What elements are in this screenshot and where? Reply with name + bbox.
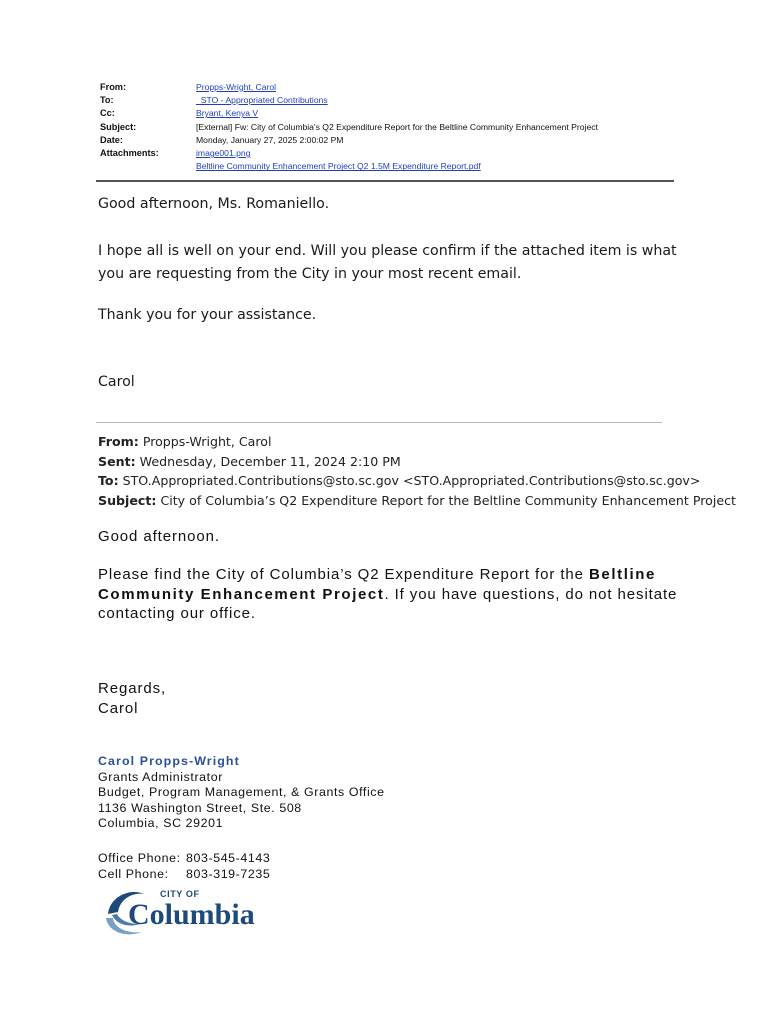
fwd-from-value: Propps-Wright, Carol: [138, 434, 272, 449]
from-label: From:: [100, 81, 127, 92]
cc-link[interactable]: Bryant, Kenya V: [196, 108, 259, 119]
signature-name: Carol Propps-Wright: [98, 754, 240, 768]
forward-divider: [96, 422, 662, 423]
attachment-pdf-link[interactable]: Beltline Community Enhancement Project Q2 1.5M Expenditure Report.pdf: [196, 161, 481, 172]
fwd-sent-row: [98, 452, 736, 472]
date-label: Date:: [100, 134, 123, 145]
cell-phone-number: 803-319-7235: [186, 866, 271, 881]
header-row-attachments-2: [100, 160, 674, 173]
to-link[interactable]: _STO - Appropriated Contributions: [196, 94, 328, 105]
subject-label: Subject:: [100, 121, 137, 132]
header-divider: [96, 180, 674, 182]
header-row-cc: [100, 107, 674, 120]
fwd-subject-row: [98, 491, 736, 511]
original-regards: Regards,: [98, 680, 167, 697]
cell-phone-row: [98, 867, 385, 883]
office-phone-label: Office Phone:: [98, 850, 181, 865]
reply-signoff: Carol: [98, 374, 135, 390]
original-para-after: . If you have questions, do not hesitate contacting our office.: [98, 585, 678, 622]
fwd-subject-label: Subject:: [98, 492, 157, 508]
signature-department: Budget, Program Management, & Grants Office: [98, 785, 385, 800]
signature-address-line2: Columbia, SC 29201: [98, 816, 224, 831]
to-label: To:: [100, 94, 114, 105]
fwd-to-value: STO.Appropriated.Contributions@sto.sc.gov <STO.Appropriated.Contributions@sto.sc.gov>: [118, 473, 701, 488]
original-paragraph: [98, 565, 688, 624]
logo-top-text: CITY OF: [160, 889, 200, 899]
cell-phone-label: Cell Phone:: [98, 866, 169, 881]
fwd-sent-label: Sent:: [98, 453, 136, 469]
city-of-columbia-logo: [104, 884, 266, 940]
attachment-image-link[interactable]: image001.png: [196, 148, 251, 159]
subject-value: [External] Fw: City of Columbia's Q2 Expenditure Report for the Beltline Community Enhancement Project: [196, 121, 598, 132]
header-row-to: [100, 93, 674, 106]
header-row-from: [100, 80, 674, 93]
forwarded-header: [98, 432, 736, 510]
original-para-project: Beltline Community Enhancement Project: [98, 566, 656, 603]
email-header: [100, 80, 674, 173]
original-closing: [98, 679, 166, 718]
fwd-sent-value: Wednesday, December 11, 2024 2:10 PM: [135, 453, 401, 469]
reply-greeting: Good afternoon, Ms. Romaniello.: [98, 196, 330, 212]
signature-spacer: [98, 832, 385, 851]
original-greeting: Good afternoon.: [98, 528, 220, 545]
cc-label: Cc:: [100, 108, 115, 119]
header-row-subject: [100, 120, 674, 133]
original-para-before: Please find the City of Columbia’s Q2 Expenditure Report for the: [98, 566, 589, 583]
header-row-attachments: [100, 146, 674, 159]
original-name: Carol: [98, 699, 139, 717]
header-row-date: [100, 133, 674, 146]
attachments-label: Attachments:: [100, 148, 159, 159]
signature-block: [98, 754, 385, 882]
fwd-from-label: From:: [98, 434, 139, 449]
fwd-to-row: [98, 471, 736, 491]
office-phone-number: 803-545-4143: [186, 850, 271, 865]
office-phone-row: [98, 851, 385, 867]
reply-paragraph: I hope all is well on your end. Will you please confirm if the attached item is what you are requesting from the City in your most recent email.: [98, 243, 677, 282]
signature-title: Grants Administrator: [98, 769, 223, 784]
fwd-from-row: [98, 432, 736, 452]
fwd-subject-value: City of Columbia’s Q2 Expenditure Report for the Beltline Community Enhancement Project: [156, 492, 736, 508]
logo-main-text: Columbia: [128, 898, 255, 931]
signature-address-line1: 1136 Washington Street, Ste. 508: [98, 800, 302, 815]
from-link[interactable]: Propps-Wright, Carol: [196, 81, 277, 92]
date-value: Monday, January 27, 2025 2:00:02 PM: [196, 134, 344, 145]
reply-thanks: Thank you for your assistance.: [98, 307, 317, 323]
fwd-to-label: To:: [98, 473, 119, 488]
